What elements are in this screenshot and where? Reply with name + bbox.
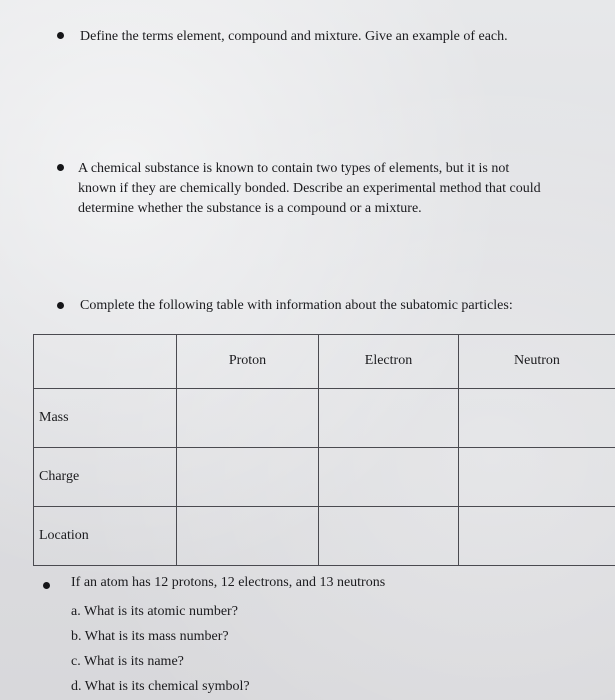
table-header-row — [34, 335, 615, 389]
subquestion-c: c. What is its name? — [71, 654, 184, 669]
cell-charge-electron[interactable] — [319, 447, 459, 506]
question-3: Complete the following table with information about the subatomic particles: — [80, 298, 513, 313]
subatomic-particles-table — [33, 334, 615, 566]
table-row-mass — [34, 388, 615, 447]
question-2-line-3: determine whether the substance is a compound or a mixture. — [78, 201, 422, 216]
table-header-corner — [34, 335, 177, 389]
cell-charge-neutron[interactable] — [459, 447, 615, 506]
cell-mass-electron[interactable] — [319, 388, 459, 447]
row-label-mass: Mass — [34, 388, 177, 447]
cell-location-electron[interactable] — [319, 506, 459, 565]
subquestion-d: d. What is its chemical symbol? — [71, 679, 250, 694]
cell-location-neutron[interactable] — [459, 506, 615, 565]
bullet-q2 — [57, 164, 64, 171]
subquestion-b: b. What is its mass number? — [71, 629, 229, 644]
question-2-line-2: known if they are chemically bonded. Describe an experimental method that could — [78, 181, 541, 196]
table-row-charge — [34, 447, 615, 506]
question-4-subquestions — [71, 599, 250, 699]
question-2 — [78, 159, 598, 219]
cell-mass-neutron[interactable] — [459, 388, 615, 447]
question-1: Define the terms element, compound and mixture. Give an example of each. — [80, 29, 508, 44]
bullet-q3 — [57, 302, 64, 309]
row-label-location: Location — [34, 506, 177, 565]
column-header-neutron: Neutron — [459, 335, 615, 389]
cell-location-proton[interactable] — [177, 506, 319, 565]
table-row-location — [34, 506, 615, 565]
subquestion-a: a. What is its atomic number? — [71, 604, 238, 619]
cell-charge-proton[interactable] — [177, 447, 319, 506]
question-4: If an atom has 12 protons, 12 electrons, and 13 neutrons — [71, 575, 386, 590]
column-header-proton: Proton — [177, 335, 319, 389]
bullet-q1 — [57, 32, 64, 39]
bullet-q4 — [43, 582, 50, 589]
question-2-line-1: A chemical substance is known to contain two types of elements, but it is not — [78, 161, 510, 176]
row-label-charge: Charge — [34, 447, 177, 506]
cell-mass-proton[interactable] — [177, 388, 319, 447]
column-header-electron: Electron — [319, 335, 459, 389]
